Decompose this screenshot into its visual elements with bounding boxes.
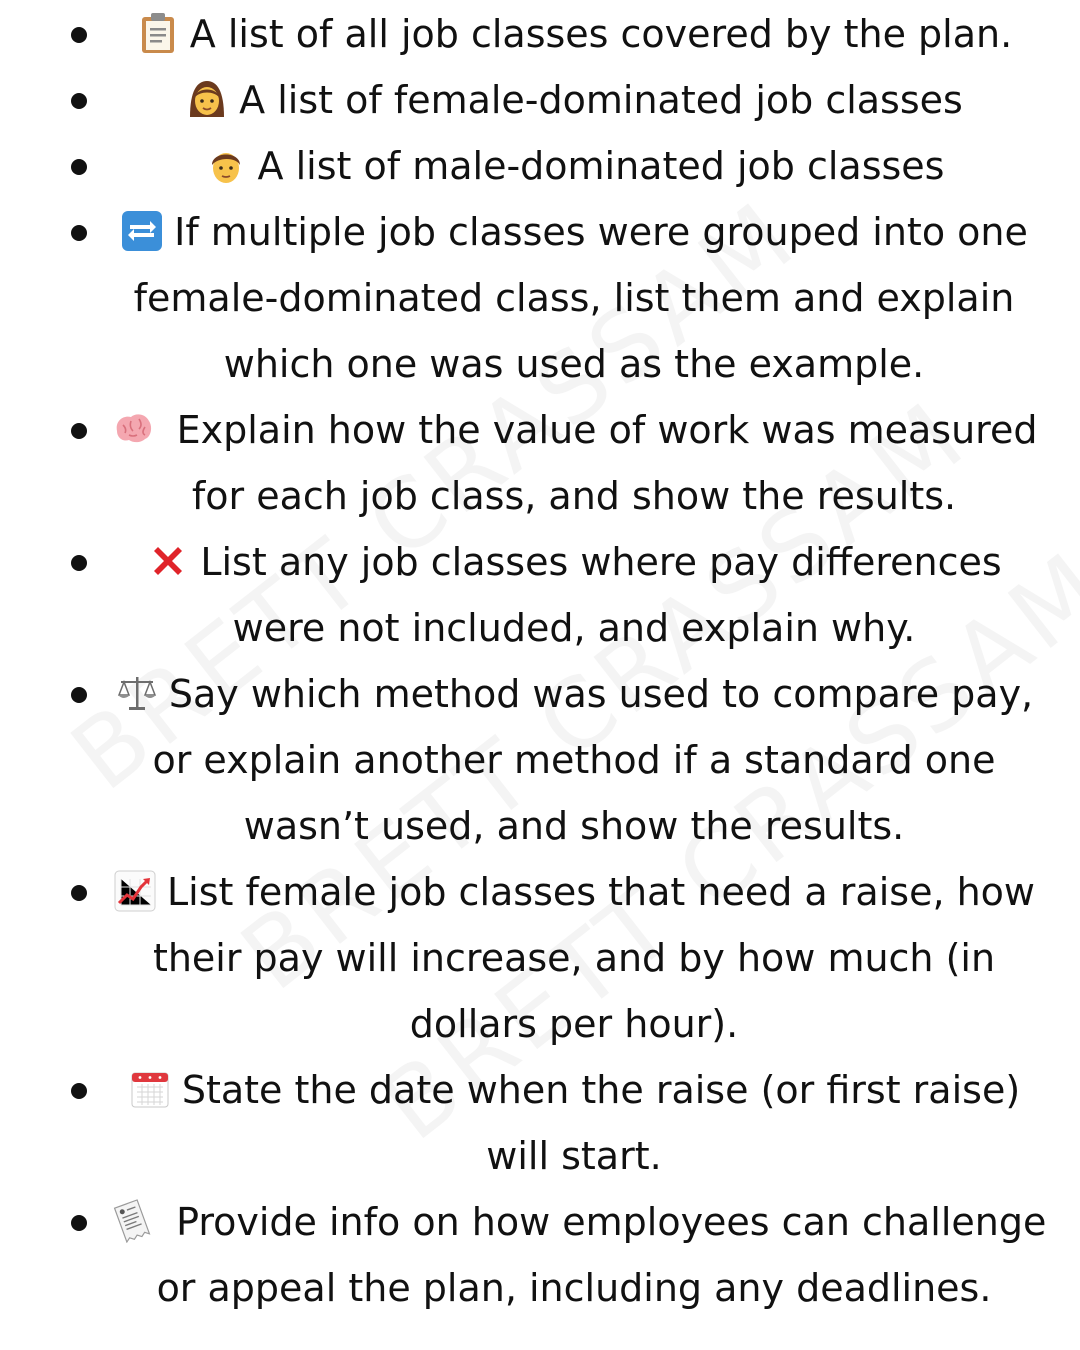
bullet <box>71 27 87 43</box>
list-item-line: If multiple job classes were grouped into one <box>110 199 1038 265</box>
woman-icon <box>185 77 229 121</box>
bullet <box>71 687 87 703</box>
list-item-line: Explain how the value of work was measured <box>110 397 1038 463</box>
balance-scale-icon <box>115 671 159 715</box>
brain-icon <box>111 407 155 451</box>
list-item-line: A list of all job classes covered by the plan. <box>110 1 1038 67</box>
calendar-icon <box>128 1067 172 1111</box>
receipt-icon <box>110 1199 154 1243</box>
list-item-line: female-dominated class, list them and explain <box>133 276 1015 320</box>
list-item-line: or appeal the plan, including any deadlines. <box>156 1266 992 1310</box>
list-item-line: or explain another method if a standard one <box>152 738 996 782</box>
bullet <box>71 93 87 109</box>
list-item-line: their pay will increase, and by how much (in <box>152 936 996 980</box>
bullet <box>71 159 87 175</box>
list-item-line: List female job classes that need a raise, how <box>110 859 1038 925</box>
bullet <box>71 1215 87 1231</box>
chart-increasing-icon <box>113 869 157 913</box>
clipboard-icon <box>136 11 180 55</box>
list-item-line: dollars per hour). <box>409 1002 739 1046</box>
bullet <box>71 885 87 901</box>
list-item-line: wasn’t used, and show the results. <box>243 804 905 848</box>
bullet <box>71 555 87 571</box>
list-item-line: A list of male-dominated job classes <box>110 133 1038 199</box>
bullet <box>71 225 87 241</box>
list-item-line: for each job class, and show the results. <box>191 474 957 518</box>
bullet <box>71 1083 87 1099</box>
list-item-line: which one was used as the example. <box>223 342 925 386</box>
list-item-line: A list of female-dominated job classes <box>110 67 1038 133</box>
list-item-line: will start. <box>486 1134 662 1178</box>
man-icon <box>204 143 248 187</box>
repeat-arrows-icon <box>120 209 164 253</box>
cross-mark-icon <box>146 539 190 583</box>
list-item-line: List any job classes where pay differences <box>110 529 1038 595</box>
list-item-line: Say which method was used to compare pay, <box>110 661 1038 727</box>
list-item-line: State the date when the raise (or first raise) <box>110 1057 1038 1123</box>
list-item-line: were not included, and explain why. <box>232 606 916 650</box>
bullet <box>71 423 87 439</box>
list-item-line: Provide info on how employees can challenge <box>110 1189 1038 1255</box>
